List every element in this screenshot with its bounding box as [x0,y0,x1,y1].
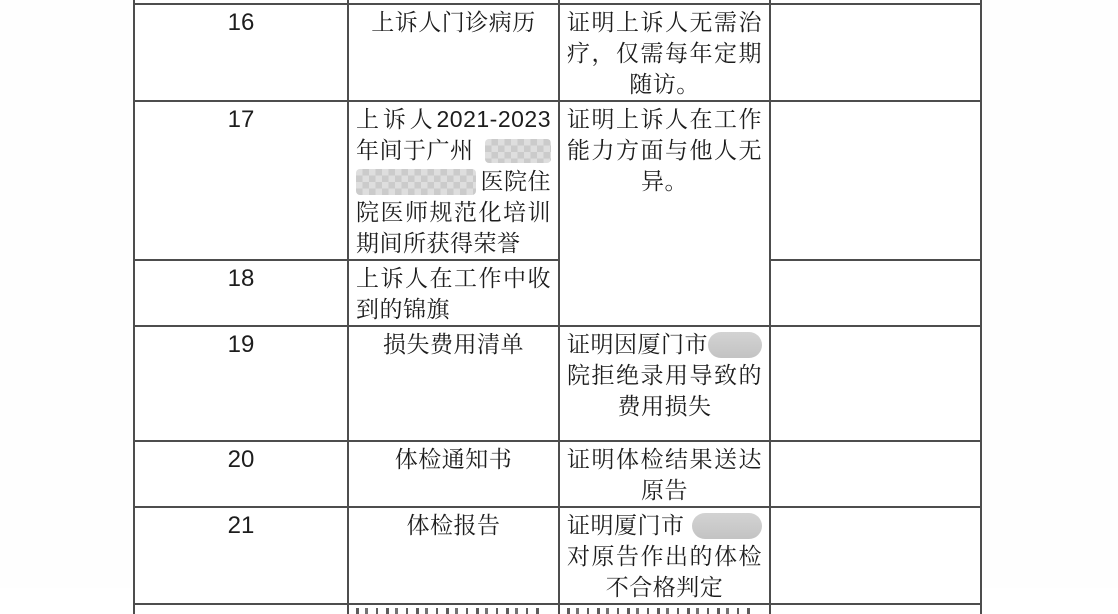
text-segment: 能力方面与他人无 [567,137,762,163]
text-segment: 21 [227,512,255,539]
text-line [567,7,762,38]
text-segment: 疗，仅需每年定期 [567,40,762,66]
text-line [356,294,551,325]
cell-evidence-name [348,604,559,614]
text-segment: 费用损失 [617,393,712,419]
cell-notes [770,441,981,507]
text-segment: 证明上诉人无需治 [567,9,762,35]
cell-evidence-name [348,507,559,604]
text-line [567,69,762,100]
text-segment: 不合格判定 [605,574,724,600]
text-line [356,7,551,38]
text-segment: 年间于广州 [356,137,474,163]
cell-purpose [559,326,770,441]
text-segment: 损失费用清单 [383,331,524,357]
cell-evidence-name [348,4,559,101]
cell-index [134,604,348,614]
cell-index [134,4,348,101]
text-segment: 到的锦旗 [356,296,450,322]
table-row [134,101,981,260]
cell-evidence-name [348,101,559,260]
cell-purpose [559,4,770,101]
text-segment: 医院住 [480,168,551,194]
redaction-blob [708,332,762,358]
cell-notes [770,326,981,441]
text-line [142,263,340,294]
table-row [134,326,981,441]
evidence-table [133,0,982,614]
cell-notes [770,260,981,326]
text-line [356,329,551,360]
clipped-text-fragment [356,608,543,614]
table-row [134,4,981,101]
text-segment: 随访。 [629,71,700,97]
cell-purpose [559,101,770,326]
text-segment: 18 [227,265,255,292]
text-line [567,104,762,135]
cell-notes [770,604,981,614]
table-row [134,441,981,507]
cell-purpose [559,441,770,507]
text-segment: 异。 [641,168,688,194]
cell-purpose [559,507,770,604]
text-segment: 期间所获得荣誉 [356,230,521,256]
text-segment: 院拒绝录用导致的 [567,362,762,388]
text-segment: 原告 [641,477,688,503]
text-segment: 证明上诉人在工作 [567,106,762,132]
text-line [142,329,340,360]
text-line [567,475,762,506]
clipped-text-fragment [567,608,754,614]
text-line [356,197,551,228]
text-segment: 20 [227,446,255,473]
cell-notes [770,101,981,260]
text-line [356,510,551,541]
text-segment: 证明体检结果送达 [567,446,762,472]
text-segment: 体检报告 [406,512,501,538]
table-row [134,260,981,326]
cell-evidence-name [348,260,559,326]
text-line [142,444,340,475]
cell-index [134,441,348,507]
cell-index [134,101,348,260]
text-line [356,166,551,197]
text-line [356,135,551,166]
text-segment: 上诉人门诊病历 [371,9,536,35]
text-line [142,104,340,135]
text-line [567,360,762,391]
text-line [567,510,762,541]
text-line [356,263,551,294]
text-segment: 证明因厦门市 [567,331,708,357]
text-line [356,228,551,259]
text-line [567,444,762,475]
cell-evidence-name [348,326,559,441]
text-segment: 上诉人2021-2023 [356,106,551,132]
text-line [142,7,340,38]
text-segment: 上诉人在工作中收 [356,265,551,291]
text-line [567,391,762,422]
redaction-blob [692,513,762,539]
text-segment: 17 [227,106,255,133]
text-line [567,166,762,197]
text-segment: 证明厦门市 [567,512,685,538]
text-segment: 对原告作出的体检 [567,543,762,569]
text-segment: 体检通知书 [394,446,513,472]
table-row [134,604,981,614]
cell-purpose [559,604,770,614]
redaction-blob [485,139,551,163]
cell-index [134,260,348,326]
redaction-blob [356,169,476,195]
text-line [356,444,551,475]
table-row [134,507,981,604]
text-segment: 16 [227,9,255,36]
cell-notes [770,4,981,101]
cell-index [134,326,348,441]
cell-notes [770,507,981,604]
text-segment: 院医师规范化培训 [356,199,551,225]
text-line [567,329,762,360]
text-line [142,510,340,541]
text-line [567,38,762,69]
text-line [567,135,762,166]
cell-index [134,507,348,604]
text-line [567,541,762,572]
text-segment: 19 [227,331,255,358]
cell-evidence-name [348,441,559,507]
text-line [356,104,551,135]
